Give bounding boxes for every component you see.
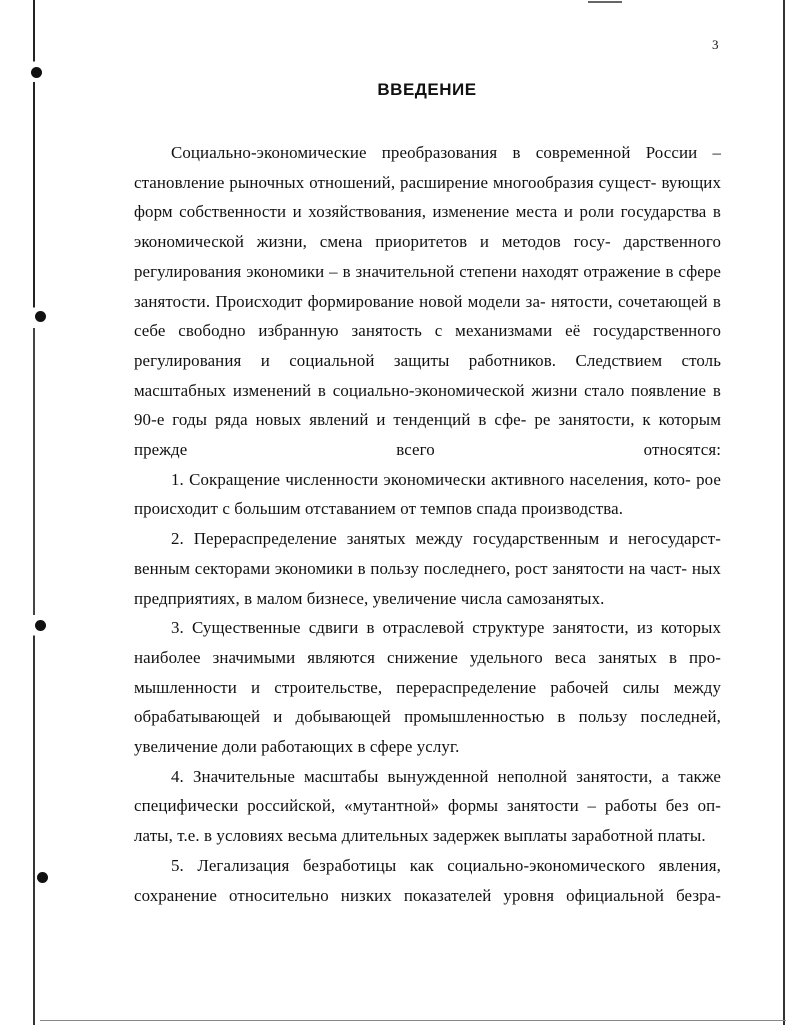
- text-line: 1. Сокращение численности экономически активного населения, кото-: [171, 469, 691, 489]
- list-item-5: [134, 851, 721, 910]
- text-line: венным секторами экономики в пользу последнего, рост занятости на част-: [134, 558, 688, 578]
- page-title: ВВЕДЕНИЕ: [377, 80, 477, 99]
- text-line: дарственного регулирования экономики – в значительной степени находят: [134, 232, 722, 281]
- text-line: отражение в сфере занятости. Происходит формирование новой модели за-: [134, 261, 721, 311]
- binder-hole-mark: [35, 311, 46, 322]
- binder-hole-mark: [35, 620, 46, 631]
- scan-edge-right: [783, 0, 785, 1025]
- text-line: рое происходит с большим отставанием от темпов спада производства.: [134, 469, 721, 519]
- text-line: специфически российской, «мутантной» формы занятости – работы без оп-: [134, 796, 721, 816]
- text-line: Следствием столь масштабных изменений в социально-экономической: [134, 350, 721, 400]
- text-line: наиболее значимыми являются снижение удельного веса занятых в про-: [134, 647, 721, 667]
- text-line: 5. Легализация безработицы как социально-экономического явления,: [171, 855, 721, 875]
- text-line: ных предприятиях, в малом бизнесе, увеличение числа самозанятых.: [134, 558, 721, 608]
- list-item-3: [134, 613, 721, 762]
- text-line: ре занятости, к которым прежде всего относятся:: [134, 410, 721, 460]
- text-line: 4. Значительные масштабы вынужденной неполной занятости, а также: [171, 766, 721, 786]
- scan-edge-left: [33, 0, 35, 1025]
- paragraph-intro: [134, 138, 721, 465]
- text-line: становление рыночных отношений, расширение многообразия сущест-: [134, 172, 657, 192]
- page-number: 3: [712, 37, 719, 52]
- list-item-2: [134, 524, 721, 613]
- scan-mark-top: [588, 1, 622, 3]
- list-item-4: [134, 762, 721, 851]
- text-line: государства в экономической жизни, смена приоритетов и методов госу-: [134, 202, 721, 252]
- text-line: платы.: [657, 826, 706, 846]
- text-line: нятости, сочетающей в себе свободно избранную занятость с механизмами: [134, 291, 721, 341]
- list-item-1: [134, 465, 721, 524]
- text-line: 2. Перераспределение занятых между государственным и негосударст-: [171, 529, 721, 549]
- text-line: латы, т.е. в условиях весьма длительных задержек выплаты заработной: [134, 826, 654, 846]
- scan-edge-bottom: [40, 1020, 786, 1021]
- body-text: [134, 138, 721, 910]
- binder-hole-mark: [31, 67, 42, 78]
- binder-hole-mark: [37, 872, 48, 883]
- text-line: мышленности и строительстве, перераспределение рабочей силы между: [134, 677, 721, 697]
- text-line: увеличение доли работающих в сфере услуг.: [134, 737, 460, 757]
- text-line: 3. Существенные сдвиги в отраслевой структуре занятости, из которых: [171, 618, 721, 638]
- text-line: её государственного регулирования и социальной защиты работников.: [134, 321, 721, 370]
- text-line: обрабатывающей и добывающей промышленностью в пользу последней,: [134, 707, 721, 727]
- text-line: вующих форм собственности и хозяйствования, изменение места и роли: [134, 172, 721, 222]
- text-line: жизни стало появление в 90-е годы ряда новых явлений и тенденций в сфе-: [134, 380, 721, 430]
- text-line: Социально-экономические преобразования в современной России –: [171, 143, 721, 162]
- text-line: сохранение относительно низких показателей уровня официальной безра-: [134, 885, 721, 905]
